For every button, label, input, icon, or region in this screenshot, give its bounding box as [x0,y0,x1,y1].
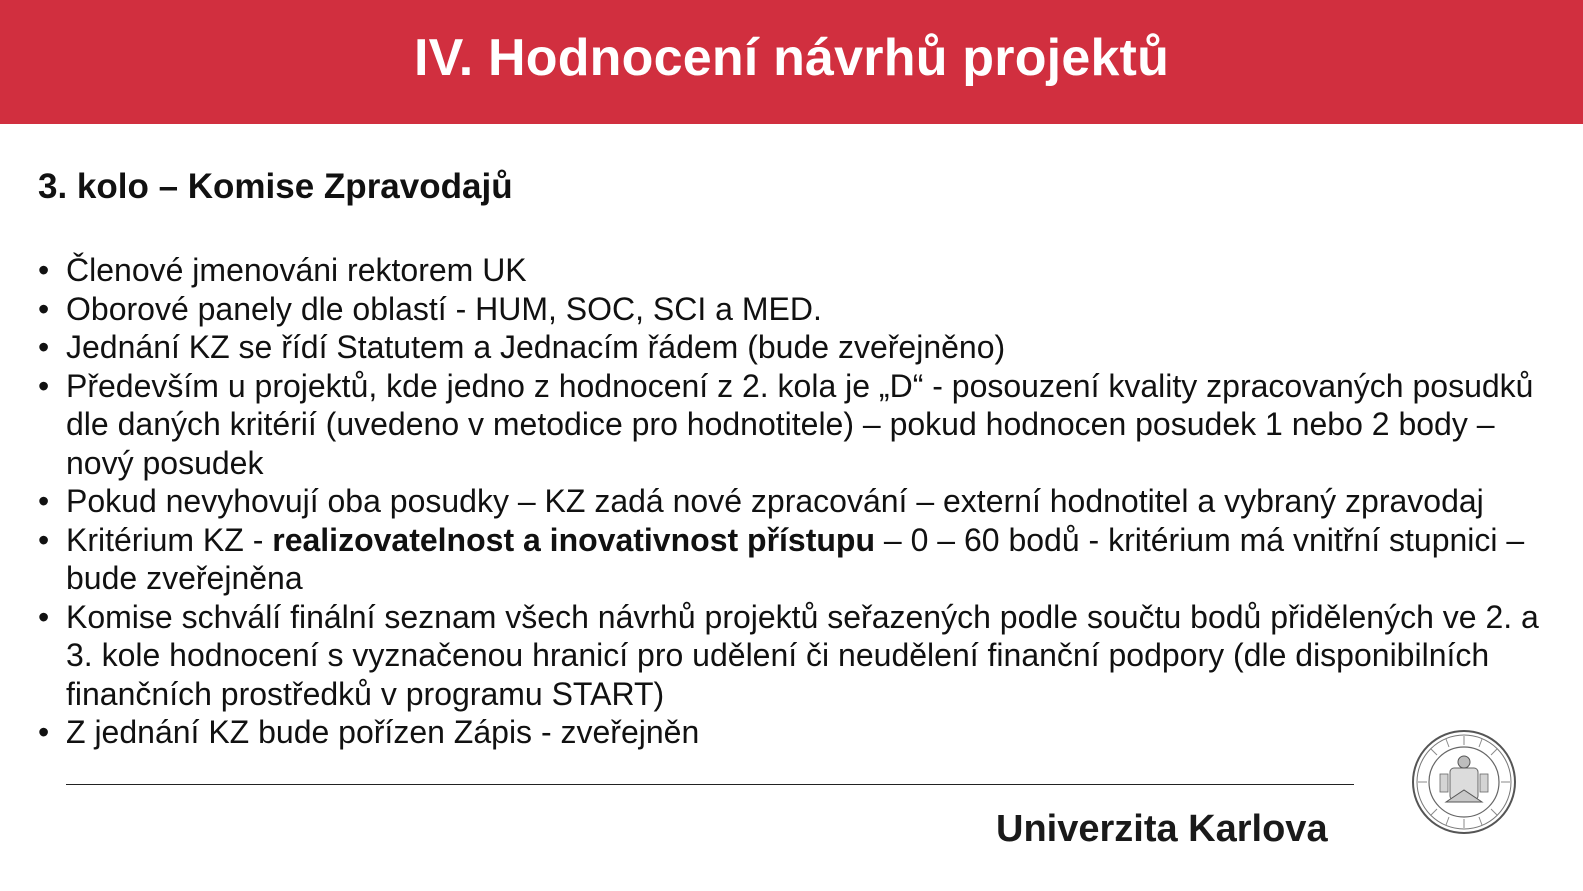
bullet-item [38,521,1558,598]
bullet-icon: • [38,290,50,327]
bullet-icon: • [38,367,50,404]
bullet-icon: • [38,598,50,635]
bullet-item [38,328,1558,367]
bullet-text: Komise schválí finální seznam všech návrhů projektů seřazených podle součtu bodů přidělených ve 2. a 3. kole hodnocení s vyznačenou hranicí pro udělení či neudělení finanční podpory (dle disponibilních finančních prostředků v programu START) [66,598,1539,712]
bullet-text: Jednání KZ se řídí Statutem a Jednacím řádem (bude zveřejněno) [66,329,1006,365]
bullet-text-after: – 0 – 60 bodů - kritérium má vnitřní stupnici – bude zveřejněna [66,521,1525,596]
bullet-icon: • [38,714,50,750]
bullet-icon: • [38,483,50,519]
footer-divider [66,784,1354,785]
bullet-item [38,713,1558,752]
bullet-text: Především u projektů, kde jedno z hodnocení z 2. kola je „D“ - posouzení kvality zpracovaných posudků dle daných kritérií (uvedeno v metodice pro hodnotitele) – pokud hodnocen posudek 1 nebo 2 body – nový posudek [66,367,1534,481]
title-bar [0,0,1583,124]
bullet-item [38,482,1558,521]
bullet-item [38,598,1558,714]
bullet-item [38,290,1558,329]
university-name: Univerzita Karlova [996,808,1328,850]
bullet-item [38,367,1558,483]
bullet-icon: • [38,521,50,558]
bullet-text: Členové jmenováni rektorem UK [66,252,527,288]
bullet-text: Pokud nevyhovují oba posudky – KZ zadá nové zpracování – externí hodnotitel a vybraný zpravodaj [66,483,1484,519]
bullet-list [38,251,1558,752]
bullet-text: Oborové panely dle oblastí - HUM, SOC, SCI a MED. [66,290,822,327]
section-subtitle: 3. kolo – Komise Zpravodajů [38,167,513,206]
university-seal-icon [1410,728,1518,836]
bullet-text-before: Kritérium KZ - [66,521,273,558]
bullet-icon: • [38,329,50,365]
bullet-icon: • [38,252,50,288]
slide-title: IV. Hodnocení návrhů projektů [413,29,1170,87]
bullet-emphasis: realizovatelnost a inovativnost přístupu [272,521,876,558]
bullet-item [38,251,1558,290]
bullet-text: Z jednání KZ bude pořízen Zápis - zveřejněn [66,714,700,750]
